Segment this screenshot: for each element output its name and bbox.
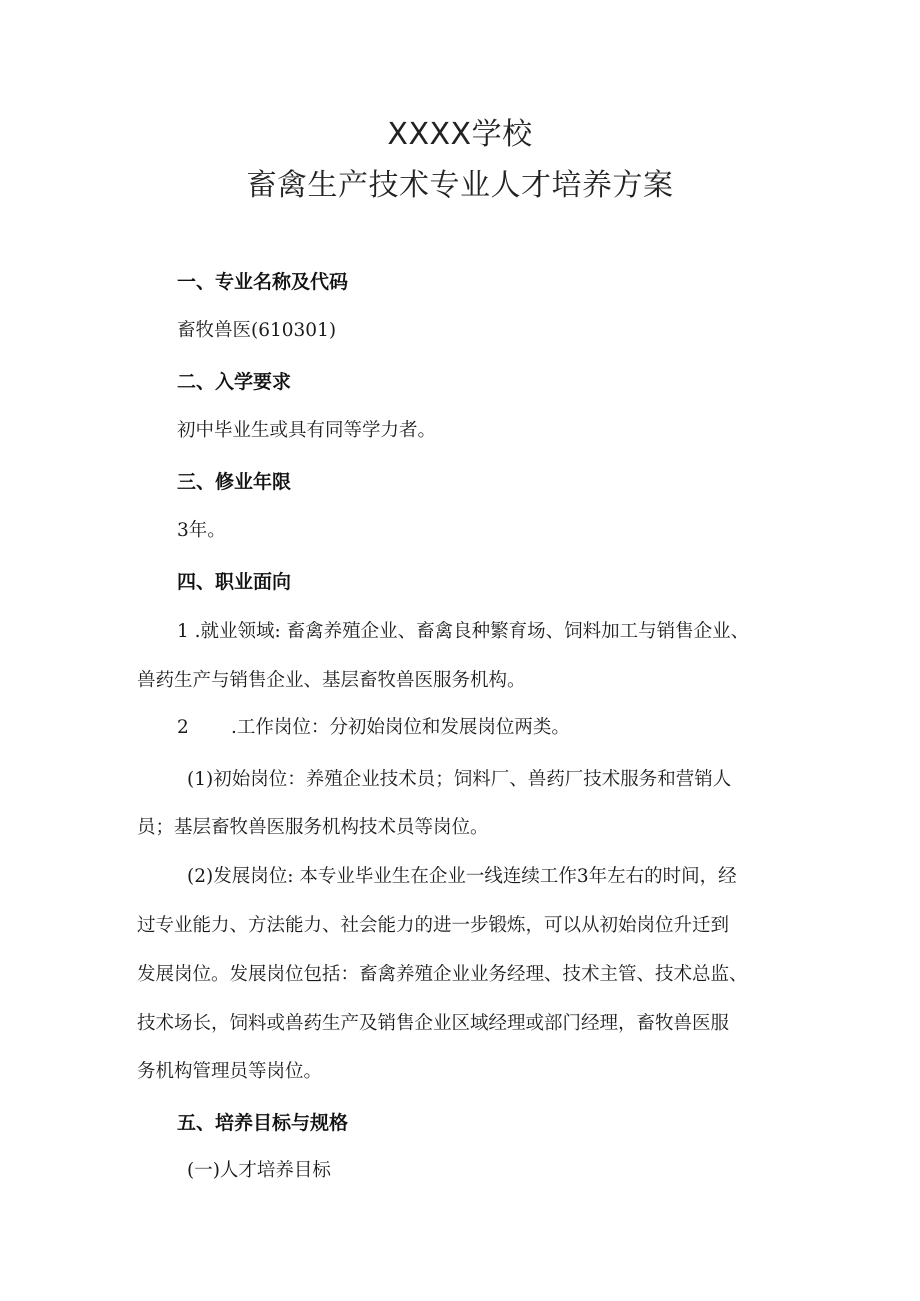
job-positions-number: 2 — [177, 717, 189, 738]
development-position-line-1: (2)发展岗位: 本专业毕业生在企业一线连续工作3年左右的时间，经 — [187, 866, 737, 887]
school-title: XXXX学校 — [387, 117, 533, 152]
development-position-line-5: 务机构管理员等岗位。 — [137, 1061, 323, 1082]
major-name-code: 畜牧兽医(610301) — [177, 320, 337, 341]
job-positions-text: .工作岗位：分初始岗位和发展岗位两类。 — [231, 717, 570, 738]
talent-training-goal: (一)人才培养目标 — [187, 1160, 331, 1181]
section-heading-5: 五、培养目标与规格 — [177, 1112, 349, 1134]
admission-requirement: 初中毕业生或具有同等学力者。 — [177, 420, 437, 441]
development-position-line-3: 发展岗位。发展岗位包括：畜禽养殖企业业务经理、技术主管、技术总监、 — [137, 964, 748, 985]
section-heading-1: 一、专业名称及代码 — [177, 271, 349, 293]
employment-field-line-2: 兽药生产与销售企业、基层畜牧兽医服务机构。 — [137, 670, 526, 691]
initial-position-line-2: 员；基层畜牧兽医服务机构技术员等岗位。 — [137, 817, 489, 838]
section-heading-4: 四、职业面向 — [177, 571, 292, 593]
development-position-line-2: 过专业能力、方法能力、社会能力的进一步锻炼，可以从初始岗位升迁到 — [137, 915, 730, 936]
section-heading-2: 二、入学要求 — [177, 371, 292, 393]
employment-field-line-1: 1 .就业领域: 畜禽养殖企业、畜禽良种繁育场、饲料加工与销售企业、 — [177, 621, 750, 642]
development-position-line-4: 技术场长，饲料或兽药生产及销售企业区域经理或部门经理，畜牧兽医服 — [137, 1013, 730, 1034]
page-title: 畜禽生产技术专业人才培养方案 — [246, 168, 674, 203]
study-duration: 3年。 — [177, 520, 226, 541]
section-heading-3: 三、修业年限 — [177, 471, 292, 493]
initial-position-line-1: (1)初始岗位：养殖企业技术员；饲料厂、兽药厂技术服务和营销人 — [187, 769, 732, 790]
